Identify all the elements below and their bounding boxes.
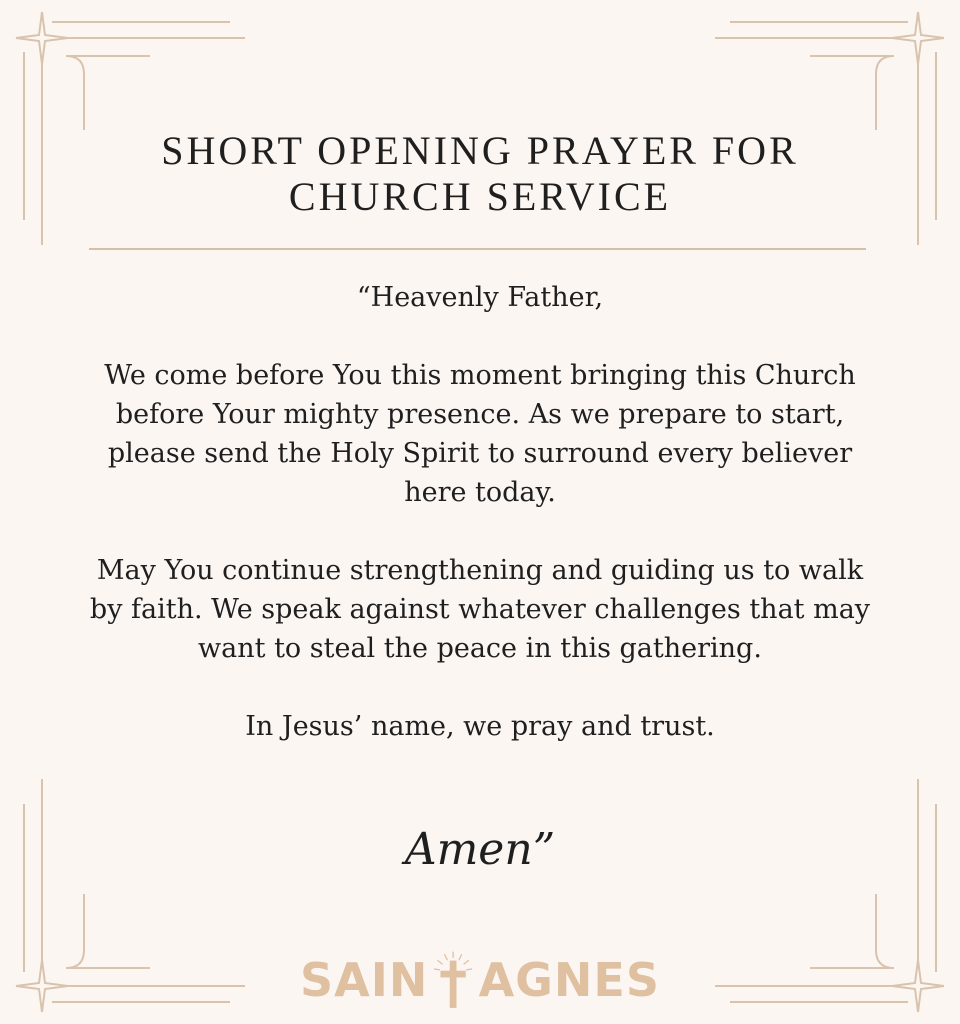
prayer-paragraph-1 <box>60 356 900 512</box>
title-divider <box>89 248 866 250</box>
prayer-paragraph-2 <box>60 551 900 668</box>
prayer-greeting: “Heavenly Father, <box>356 282 604 313</box>
saint-agnes-logo <box>300 940 660 1020</box>
prayer-line: please send the Holy Spirit to surround every believer <box>107 438 853 469</box>
prayer-line: by faith. We speak against whatever challenges that may <box>89 594 871 625</box>
prayer-amen: Amen” <box>404 824 556 875</box>
paragraph-gap <box>60 317 900 356</box>
prayer-body <box>60 278 900 746</box>
prayer-line: here today. <box>404 477 556 508</box>
page-title <box>80 128 880 220</box>
prayer-line: want to steal the peace in this gathering. <box>198 633 762 664</box>
logo-text-right: AGNES <box>478 953 660 1007</box>
title-line-2: CHURCH SERVICE <box>288 174 672 219</box>
cross-icon <box>432 945 474 1015</box>
prayer-line: before Your mighty presence. As we prepare to start, <box>115 399 845 430</box>
prayer-line: We come before You this moment bringing this Church <box>104 360 856 391</box>
paragraph-gap <box>60 512 900 551</box>
prayer-line: May You continue strengthening and guiding us to walk <box>96 555 864 586</box>
logo-text-left: SAIN <box>300 953 429 1007</box>
paragraph-gap <box>60 668 900 707</box>
prayer-closing: In Jesus’ name, we pray and trust. <box>245 711 715 742</box>
title-line-1: SHORT OPENING PRAYER FOR <box>161 128 799 173</box>
